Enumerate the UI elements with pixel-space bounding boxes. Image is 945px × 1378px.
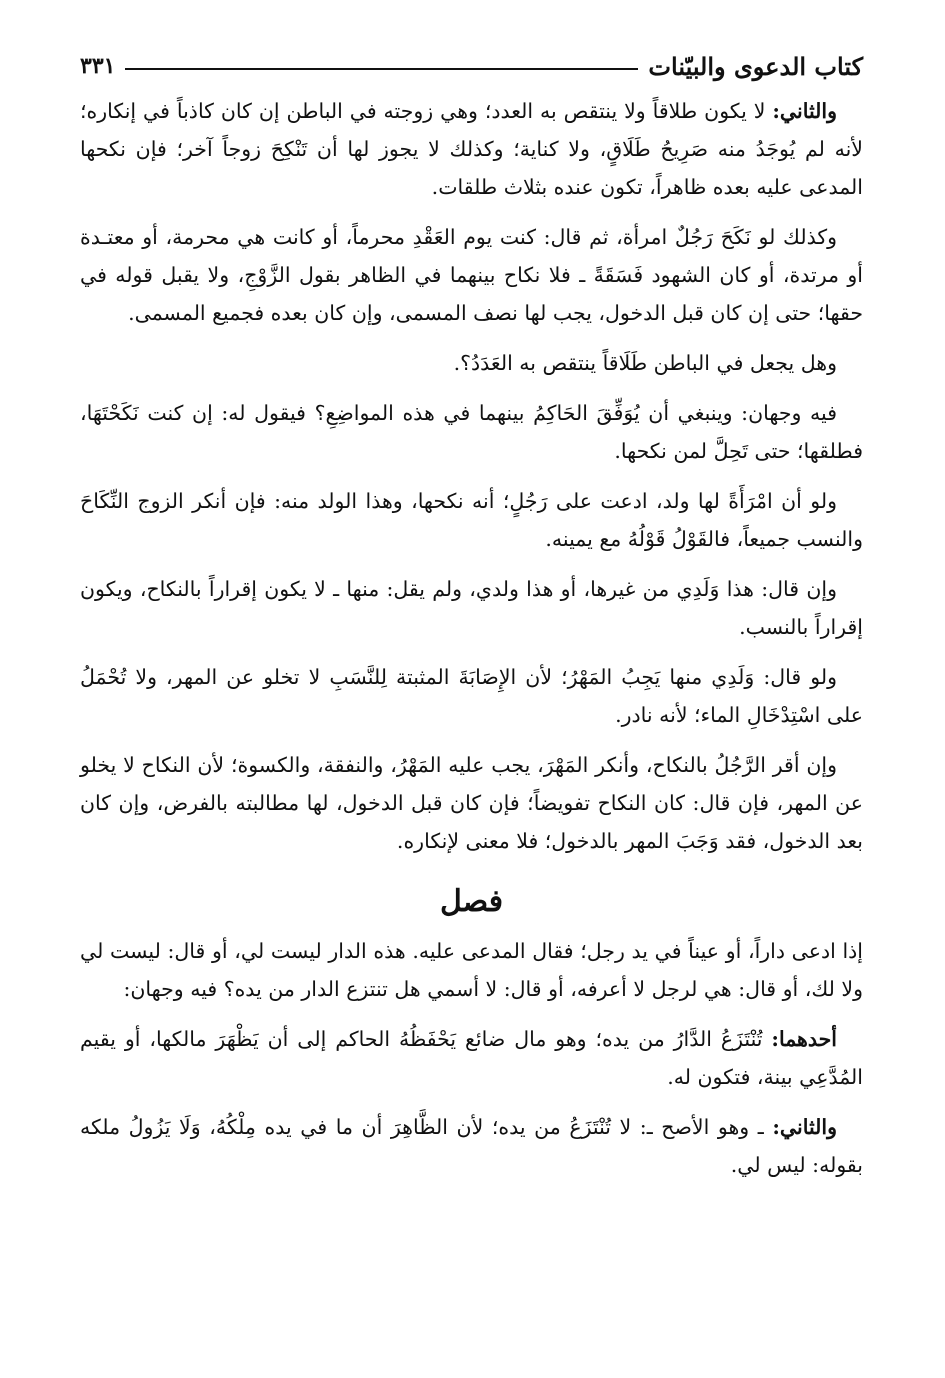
paragraph-text: لا يكون طلاقاً ولا ينتقص به العدد؛ وهي زوجته في الباطن إن كان كاذباً في إنكاره؛ لأنه لم يُوجَدُ منه صَرِيحُ طَلَاقٍ، ولا كناية؛ وكذلك لا يجوز لها أن تَنْكِحَ زوجاً آخر؛ فإن نكحها المدعى عليه بعده ظاهراً، تكون عنده بثلاث طلقات. <box>80 99 863 199</box>
paragraph <box>80 746 863 860</box>
paragraph <box>80 658 863 734</box>
header-title: كتاب الدعوى والبيّنات <box>648 51 863 81</box>
paragraph <box>80 570 863 646</box>
paragraph <box>80 394 863 470</box>
paragraph <box>80 932 863 1008</box>
paragraph <box>80 1020 863 1096</box>
paragraph-text: وإن قال: هذا وَلَدِي من غيرها، أو هذا ولدي، ولم يقل: منها ـ لا يكون إقراراً بالنكاح، ويكون إقراراً بالنسب. <box>80 577 863 639</box>
page-body <box>80 92 863 1196</box>
paragraph <box>80 92 863 206</box>
header-rule <box>125 68 638 70</box>
paragraph <box>80 482 863 558</box>
section-heading: فصل <box>439 884 504 919</box>
paragraph <box>80 218 863 332</box>
paragraph-lead: والثاني: <box>772 99 837 123</box>
paragraph-text: وكذلك لو نَكَحَ رَجُلٌ امرأة، ثم قال: كنت يوم العَقْدِ محرماً، أو كانت هي محرمة، أو معتـدة أو مرتدة، أو كان الشهود فَسَقَةً ـ فلا نكاح بينهما في الظاهر بقول الزَّوْجِ، ولا يقبل قوله في حقها؛ حتى إن كان قبل الدخول، يجب لها نصف المسمى، وإن كان بعده فجميع المسمى. <box>80 225 863 325</box>
paragraph-text: ولو قال: وَلَدِي منها يَجِبُ المَهْرُ؛ لأن الإِصَابَةَ المثبتة لِلنَّسَبِ لا تخلو عن المهر، ولا تُحْمَلُ على اسْتِدْخَالِ الماء؛ لأنه نادر. <box>80 665 863 727</box>
paragraph-lead: أحدهما: <box>771 1027 837 1051</box>
paragraph-text: ـ وهو الأصح ـ: لا تُنْتَزَعُ من يده؛ لأن الظَّاهِرَ أن ما في يده مِلْكُهُ، وَلَا يَزُولُ ملكه بقوله: ليس لي. <box>80 1115 863 1177</box>
paragraph-text: فيه وجهان: وينبغي أن يُوَفِّقَ الحَاكِمُ بينهما في هذه المواضِعِ؟ فيقول له: إن كنت نَكَحْتَهَا، فطلقها؛ حتى تَحِلَّ لمن نكحها. <box>80 401 863 463</box>
paragraph-text: وإن أقر الرَّجُلُ بالنكاح، وأنكر المَهْرَ، يجب عليه المَهْرُ، والنفقة، والكسوة؛ لأن النكاح لا يخلو عن المهر، فإن قال: كان النكاح تفويضاً؛ فإن كان قبل الدخول، لها مطالبته بالفرض، وإن كان بعد الدخول، فقد وَجَبَ المهر بالدخول؛ فلا معنى لإنكاره. <box>80 753 863 853</box>
page-number: ٣٣١ <box>80 53 116 79</box>
paragraph-text: إذا ادعى داراً، أو عيناً في يد رجل؛ فقال المدعى عليه. هذه الدار ليست لي، أو قال: ليست لي ولا لك، أو قال: هي لرجل لا أعرفه، أو قال: لا أسمي هل تنتزع الدار من يده؟ فيه وجهان: <box>80 939 863 1001</box>
paragraph <box>80 1108 863 1184</box>
running-header <box>80 46 863 86</box>
paragraph <box>80 344 863 382</box>
paragraph-text: ولو أن امْرَأَةً لها ولد، ادعت على رَجُلٍ؛ أنه نكحها، وهذا الولد منه: فإن أنكر الزوج النِّكَاحَ والنسب جميعاً، فالقَوْلُ قَوْلُهُ مع يمينه. <box>80 489 863 551</box>
paragraph-text: تُنْتَزَعُ الدَّارُ من يده؛ وهو مال ضائع يَحْفَظُهُ الحاكم إلى أن يَظْهَرَ مالكها، أو يقيم المُدَّعِي بينة، فتكون له. <box>80 1027 863 1089</box>
paragraph-text: وهل يجعل في الباطن طَلَاقاً ينتقص به العَدَدُ؟. <box>453 351 837 375</box>
paragraph-lead: والثاني: <box>772 1115 837 1139</box>
